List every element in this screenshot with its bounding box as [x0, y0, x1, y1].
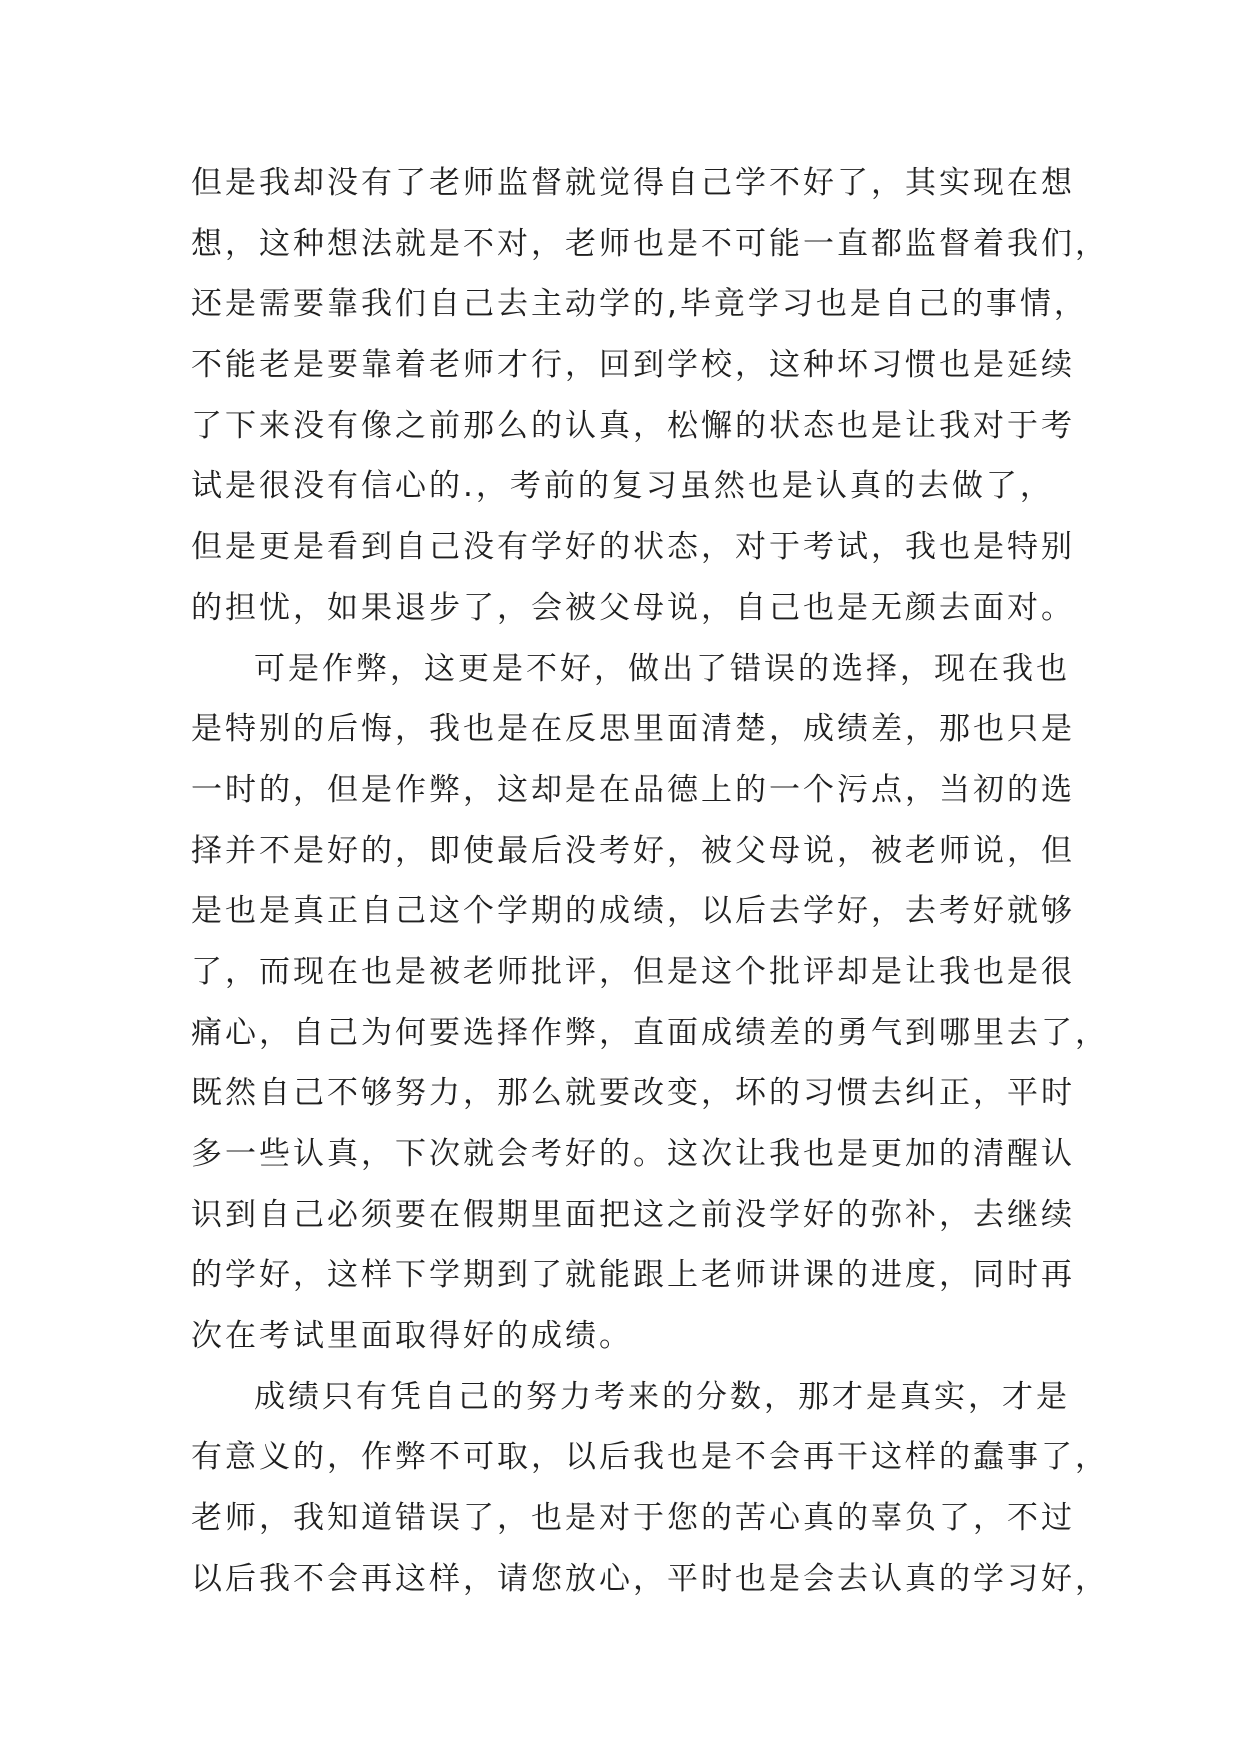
- text-line: 不能老是要靠着老师才行，回到学校，这种坏习惯也是延续: [191, 347, 1075, 384]
- text-line: 以后我不会再这样，请您放心，平时也是会去认真的学习好，: [191, 1560, 1109, 1597]
- text-line: 择并不是好的，即使最后没考好，被父母说，被老师说，但: [191, 832, 1075, 869]
- text-line: 痛心，自己为何要选择作弊，直面成绩差的勇气到哪里去了，: [191, 1014, 1109, 1051]
- text-line: 试是很没有信心的.，考前的复习虽然也是认真的去做了，: [191, 468, 1054, 505]
- paragraph: [191, 648, 1109, 1358]
- text-line: 了，而现在也是被老师批评，但是这个批评却是让我也是很: [191, 953, 1075, 990]
- text-line: 成绩只有凭自己的努力考来的分数，那才是真实，才是: [254, 1378, 1070, 1415]
- text-line: 的学好，这样下学期到了就能跟上老师讲课的进度，同时再: [191, 1257, 1075, 1294]
- text-line: 但是我却没有了老师监督就觉得自己学不好了，其实现在想: [191, 165, 1075, 201]
- text-line: 的担忧，如果退步了，会被父母说，自己也是无颜去面对。: [191, 589, 1075, 626]
- text-line: 还是需要靠我们自己去主动学的,毕竟学习也是自己的事情，: [191, 286, 1088, 323]
- paragraph: [191, 162, 1109, 629]
- text-line: 想，这种想法就是不对，老师也是不可能一直都监督着我们，: [191, 225, 1109, 262]
- text-line: 既然自己不够努力，那么就要改变，坏的习惯去纠正，平时: [191, 1075, 1075, 1112]
- text-line: 识到自己必须要在假期里面把这之前没学好的弥补，去继续: [191, 1196, 1075, 1233]
- document-body: [191, 162, 1109, 1619]
- text-line: 次在考试里面取得好的成绩。: [191, 1318, 633, 1355]
- text-line: 可是作弊，这更是不好，做出了错误的选择，现在我也: [254, 650, 1070, 687]
- text-line: 是也是真正自己这个学期的成绩，以后去学好，去考好就够: [191, 893, 1075, 930]
- paragraph: [191, 1376, 1109, 1600]
- text-line: 是特别的后悔，我也是在反思里面清楚，成绩差，那也只是: [191, 711, 1075, 748]
- text-line: 了下来没有像之前那么的认真，松懈的状态也是让我对于考: [191, 407, 1075, 444]
- text-line: 多一些认真，下次就会考好的。这次让我也是更加的清醒认: [191, 1136, 1075, 1172]
- text-line: 一时的，但是作弊，这却是在品德上的一个污点，当初的选: [191, 771, 1075, 808]
- text-line: 有意义的，作弊不可取，以后我也是不会再干这样的蠢事了，: [191, 1439, 1109, 1476]
- text-line: 老师，我知道错误了，也是对于您的苦心真的辜负了，不过: [191, 1500, 1075, 1537]
- text-line: 但是更是看到自己没有学好的状态，对于考试，我也是特别: [191, 529, 1075, 566]
